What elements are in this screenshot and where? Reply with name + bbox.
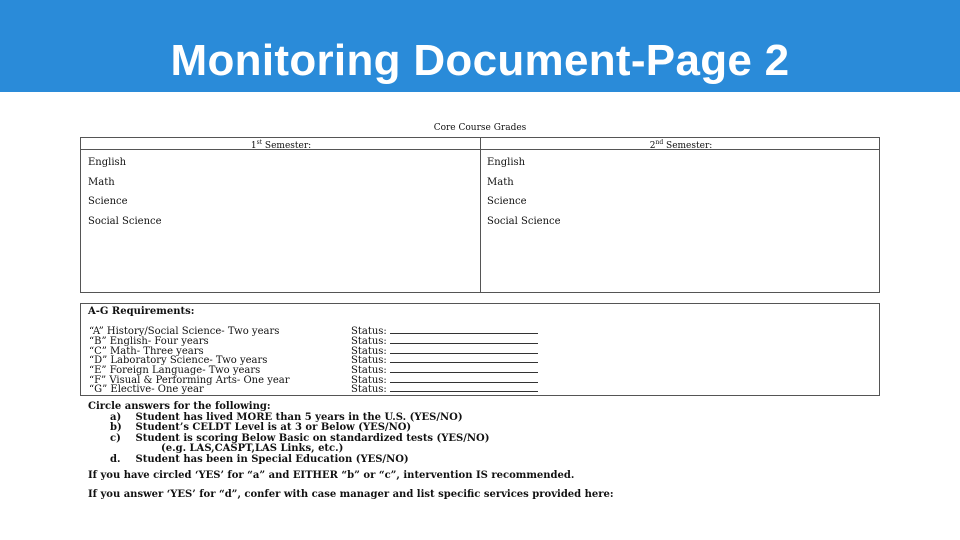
ag-row: “E” Foreign Language- Two years Status: bbox=[89, 364, 538, 376]
ag-row: “F” Visual & Performing Arts- One year Status: bbox=[89, 374, 538, 386]
subject-math: Math bbox=[88, 176, 115, 188]
subject-social-science: Social Science bbox=[487, 215, 561, 227]
status-line bbox=[390, 335, 538, 344]
semester-2-header: 2nd Semester: bbox=[649, 139, 713, 151]
status-line bbox=[390, 364, 538, 373]
status-line bbox=[390, 354, 538, 363]
ag-row: “G” Elective- One year Status: bbox=[89, 383, 538, 395]
semester-table bbox=[80, 137, 880, 293]
semester-divider bbox=[480, 138, 481, 292]
ag-requirements-title: A-G Requirements: bbox=[88, 306, 195, 317]
subject-english: English bbox=[88, 157, 127, 168]
question-c-note: (e.g. LAS,CASPT,LAS Links, etc.) bbox=[161, 443, 344, 454]
semester-1-subjects bbox=[88, 157, 162, 235]
circle-answers-title: Circle answers for the following: bbox=[88, 401, 271, 412]
question-b: b) Student’s CELDT Level is at 3 or Below (YES/NO) bbox=[110, 422, 412, 433]
ag-row: “D” Laboratory Science- Two years Status: bbox=[89, 354, 538, 366]
semester-1-header: 1st Semester: bbox=[250, 139, 312, 151]
ag-row: “B” English- Four years Status: bbox=[89, 335, 538, 347]
question-a: a) Student has lived MORE than 5 years in the U.S. (YES/NO) bbox=[110, 411, 463, 423]
ag-requirements-box bbox=[80, 303, 880, 396]
subject-science: Science bbox=[487, 196, 527, 207]
case-manager-note: If you answer ‘YES’ for “d”, confer with case manager and list specific services provided here: bbox=[88, 489, 614, 500]
subject-social-science: Social Science bbox=[88, 215, 162, 227]
semester-2-subjects bbox=[487, 157, 561, 235]
status-line bbox=[390, 374, 538, 383]
ag-row: “A” History/Social Science- Two years Status: bbox=[89, 325, 538, 337]
status-line bbox=[390, 325, 538, 334]
status-line bbox=[390, 383, 538, 392]
core-course-grades-title: Core Course Grades bbox=[433, 123, 527, 133]
intervention-note: If you have circled ‘YES’ for “a” and EITHER “b” or “c”, intervention IS recommended. bbox=[88, 470, 575, 481]
subject-english: English bbox=[487, 157, 526, 168]
question-d: d. Student has been in Special Education (YES/NO) bbox=[110, 453, 409, 465]
ag-row: “C” Math- Three years Status: bbox=[89, 345, 538, 357]
subject-math: Math bbox=[487, 176, 514, 188]
subject-science: Science bbox=[88, 196, 128, 207]
slide-title: Monitoring Document-Page 2 bbox=[170, 36, 790, 85]
status-line bbox=[390, 345, 538, 354]
question-c: c) Student is scoring Below Basic on standardized tests (YES/NO) bbox=[110, 432, 490, 444]
circle-answers-section bbox=[88, 402, 490, 465]
